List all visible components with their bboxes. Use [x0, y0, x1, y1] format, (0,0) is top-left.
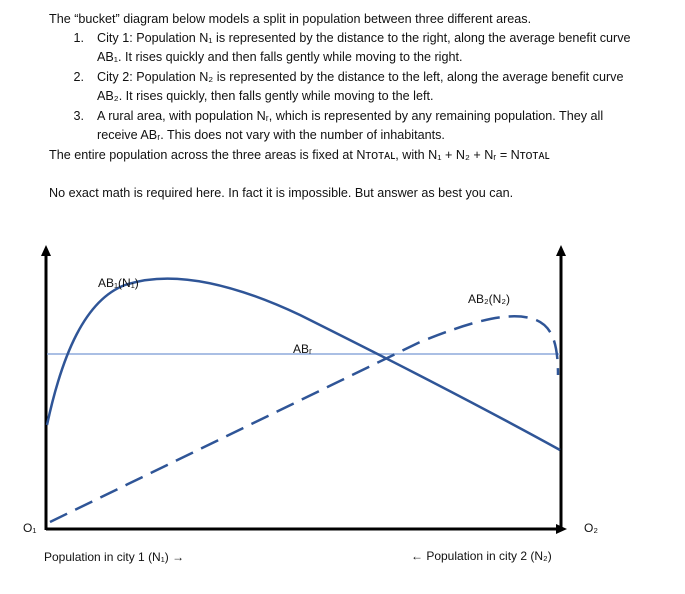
total-population-text: The entire population across the three areas is fixed at Nᴛᴏᴛᴀʟ, with N₁ + N₂ + Nᵣ = Nᴛᴏᴛᴀʟ: [49, 148, 550, 162]
origin-left-label: O₁: [23, 521, 37, 535]
origin-right-label: O₂: [584, 521, 598, 535]
x-axis-label-left: Population in city 1 (N₁) →: [44, 550, 185, 564]
right-axis-arrow: [556, 245, 566, 256]
item-2-line-2: AB₂. It rises quickly, then falls gently while moving to the left.: [97, 89, 434, 103]
item-3-line-2: receive ABᵣ. This does not vary with the number of inhabitants.: [97, 128, 445, 142]
item-1-line-2: AB₁. It rises quickly and then falls gently while moving to the right.: [97, 50, 463, 64]
item-2-number: 2.: [73, 70, 84, 84]
item-3-line-1: A rural area, with population Nᵣ, which is represented by any remaining population. They all: [97, 109, 604, 123]
item-2-line-1: City 2: Population N₂ is represented by the distance to the left, along the average benefit curve: [97, 70, 624, 84]
item-3-number: 3.: [73, 109, 84, 123]
abr-label: ABᵣ: [293, 342, 312, 356]
item-1-line-1: City 1: Population N₁ is represented by the distance to the right, along the average benefit curve: [97, 31, 631, 45]
x-axis-label-right: ← Population in city 2 (N₂): [411, 549, 552, 563]
ab2-label: AB₂(N₂): [468, 292, 510, 306]
note-text: No exact math is required here. In fact it is impossible. But answer as best you can.: [49, 186, 514, 200]
ab1-label: AB₁(N₁): [98, 276, 139, 290]
item-1-number: 1.: [73, 31, 84, 45]
intro-text: The “bucket” diagram below models a split in population between three different areas.: [49, 12, 532, 26]
left-axis-arrow: [41, 245, 51, 256]
